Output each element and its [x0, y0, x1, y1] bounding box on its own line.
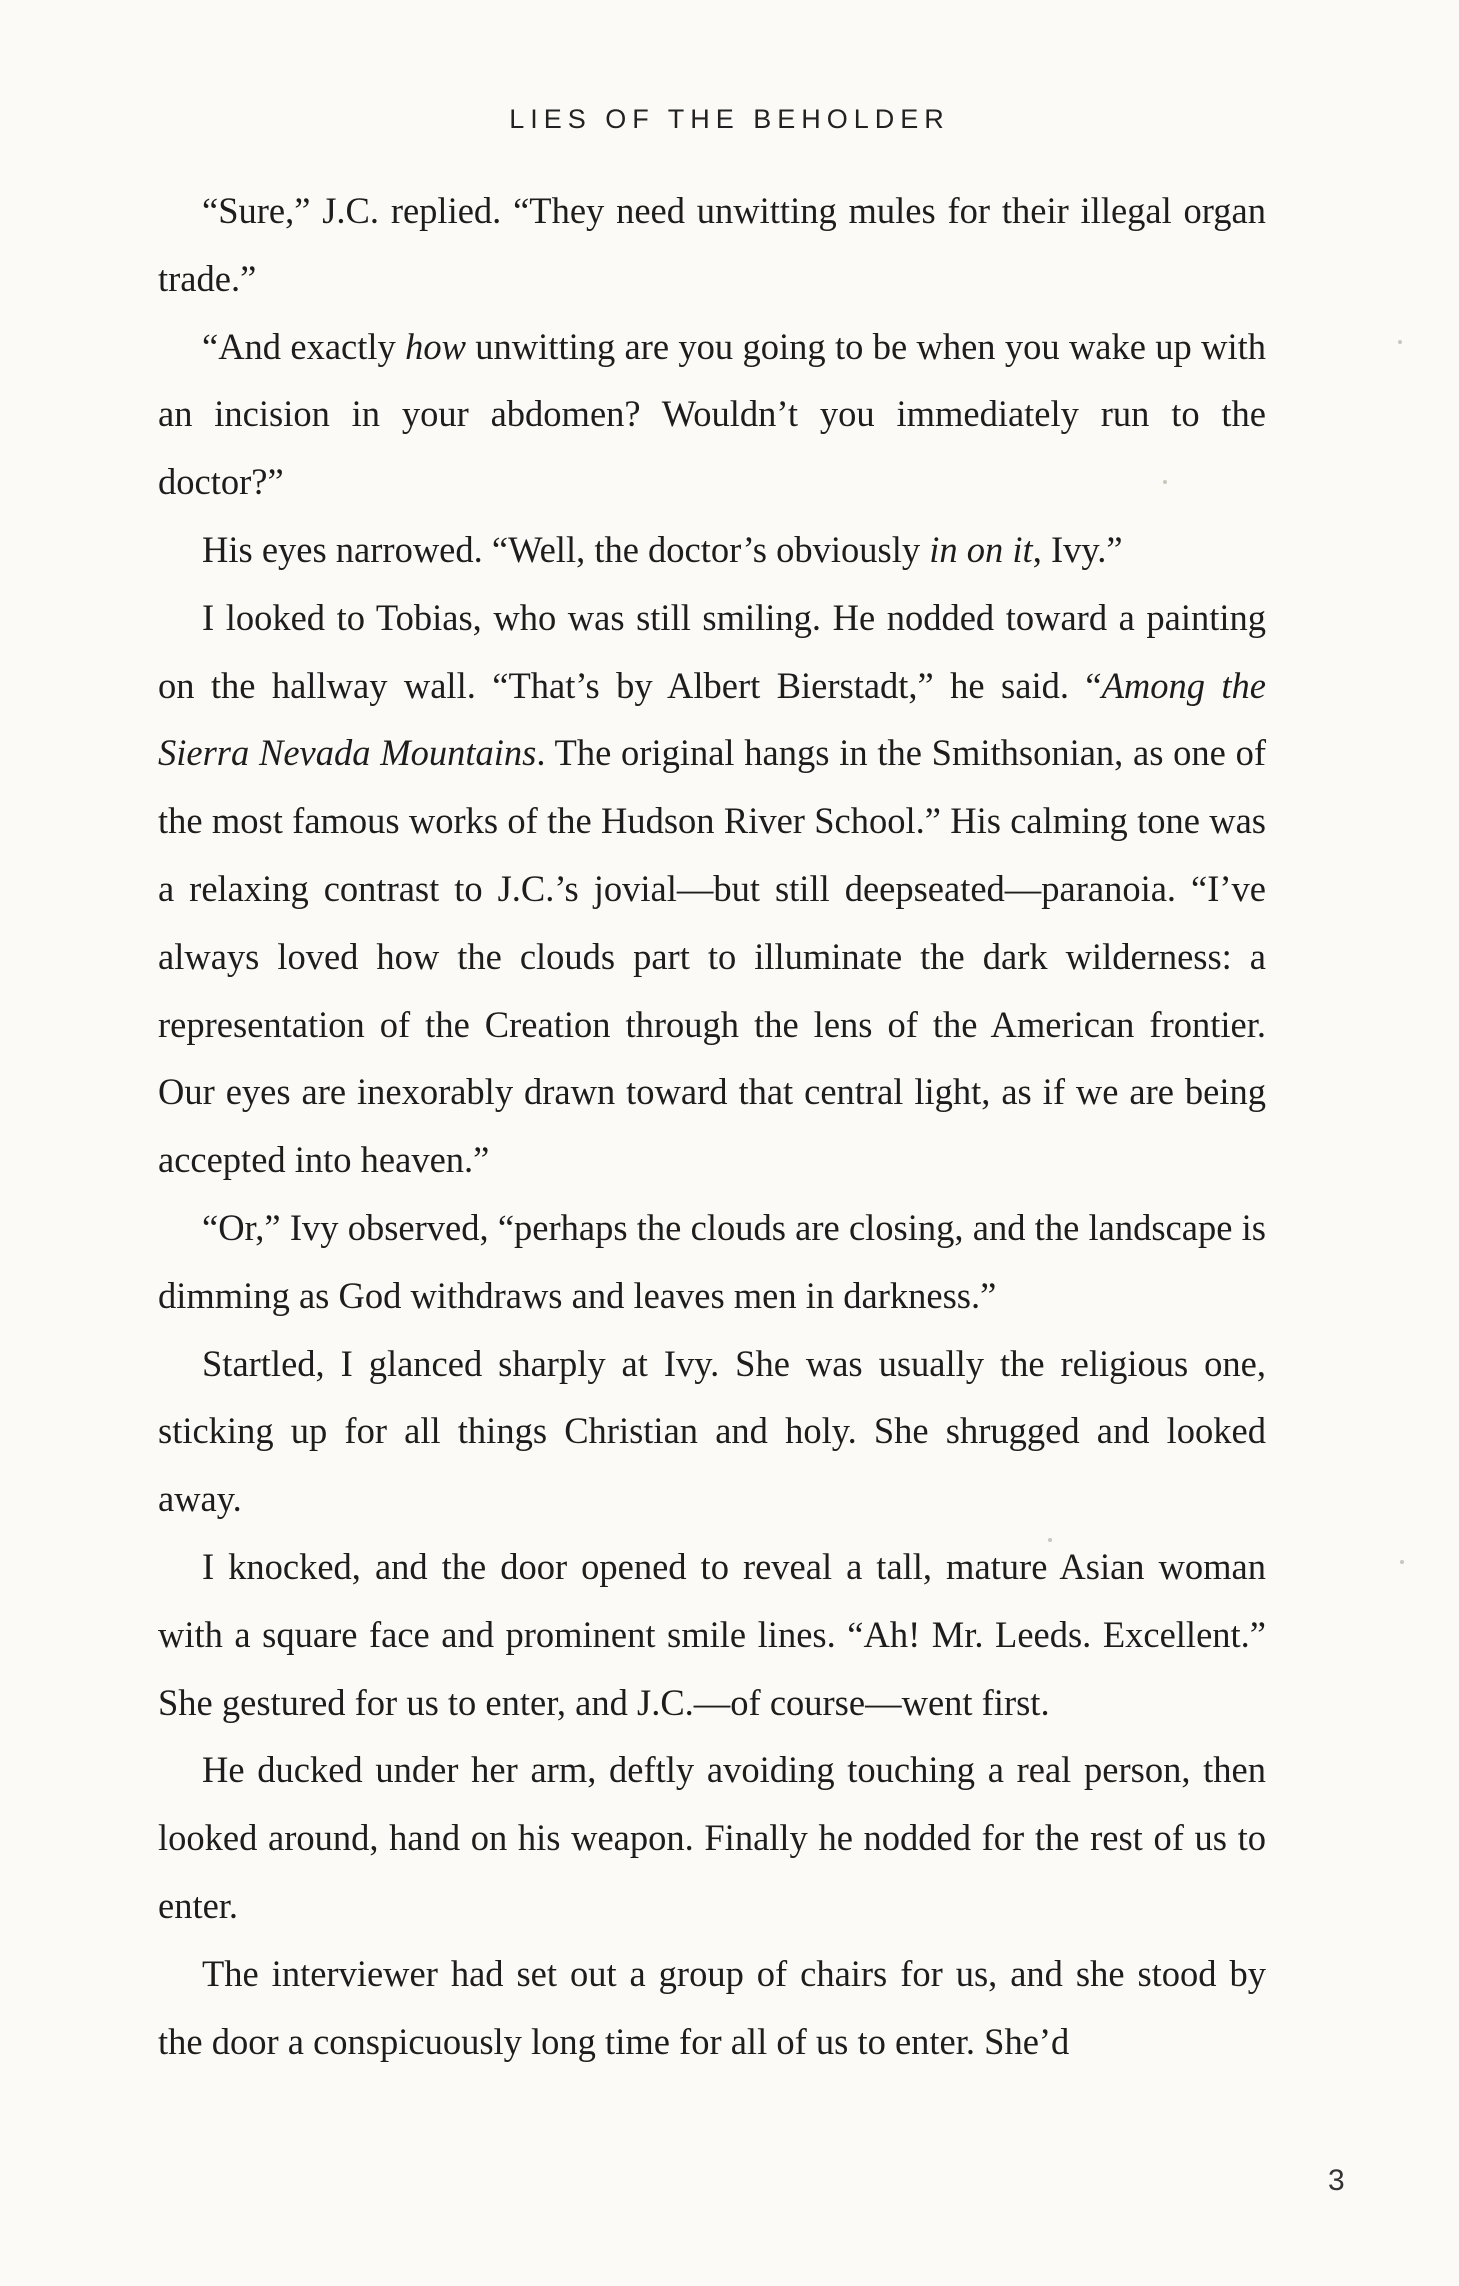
text-run: “Or,” Ivy observed, “perhaps the clouds are closing, and the landscape is dimming as God withdraws and leaves men in darkness.” — [158, 1206, 1266, 1316]
paragraph — [158, 1194, 1266, 1330]
text-run: His eyes narrowed. “Well, the doctor’s obviously — [202, 528, 930, 570]
italic-text: Among the Sierra Nevada Mountains — [158, 664, 1266, 774]
text-run: The interviewer had set out a group of chairs for us, and she stood by the door a conspicuously long time for all of us to enter. She’d — [158, 1952, 1266, 2062]
text-run: , Ivy.” — [1032, 528, 1123, 570]
italic-text: in on it — [929, 528, 1033, 570]
text-run: Startled, I glanced sharply at Ivy. She was usually the religious one, sticking up for all things Christian and holy. She shrugged and looked away. — [158, 1342, 1266, 1520]
text-run: “And exactly — [202, 325, 406, 367]
text-run: He ducked under her arm, deftly avoiding touching a real person, then looked around, hand on his weapon. Finally he nodded for the rest of us to enter. — [158, 1749, 1266, 1926]
paragraph — [158, 313, 1266, 516]
paragraph — [158, 584, 1266, 1194]
text-run: I looked to Tobias, who was still smiling. He nodded toward a painting on the hallway wall. “That’s by Albert Bierstadt,” he said. “ — [158, 596, 1266, 706]
paragraph — [158, 1736, 1266, 1939]
page-number: 3 — [1328, 2164, 1345, 2197]
text-run: unwitting are you going to be when you wake up with an incision in your abdomen? Wouldn’t you immediately run to the doctor?” — [158, 325, 1266, 503]
paper-speck — [1398, 340, 1402, 344]
body-text — [158, 177, 1266, 2075]
paper-speck — [1400, 1560, 1404, 1564]
text-run: “Sure,” J.C. replied. “They need unwitting mules for their illegal organ trade.” — [158, 190, 1266, 299]
italic-text: how — [405, 325, 466, 367]
text-run: I knocked, and the door opened to reveal a tall, mature Asian woman with a square face and prominent smile lines. “Ah! Mr. Leeds. Excellent.” She gestured for us to enter, and J.C.—of course—went first. — [158, 1545, 1266, 1723]
paragraph — [158, 177, 1266, 313]
paper-speck — [1048, 1538, 1052, 1542]
paragraph — [158, 516, 1266, 584]
paragraph — [158, 1533, 1266, 1736]
text-run: . The original hangs in the Smithsonian, as one of the most famous works of the Hudson River School.” His calming tone was a relaxing contrast to J.C.’s jovial—but still deepseated—paranoia. “I’ve always loved how the clouds part to illuminate the dark wilderness: a representation of the Creation through the lens of the American frontier. Our eyes are inexorably drawn toward that central light, as if we are being accepted into heaven.” — [158, 732, 1266, 1181]
paper-speck — [1163, 480, 1167, 484]
paragraph — [158, 1940, 1266, 2076]
running-head: LIES OF THE BEHOLDER — [509, 104, 950, 134]
paragraph — [158, 1330, 1266, 1533]
